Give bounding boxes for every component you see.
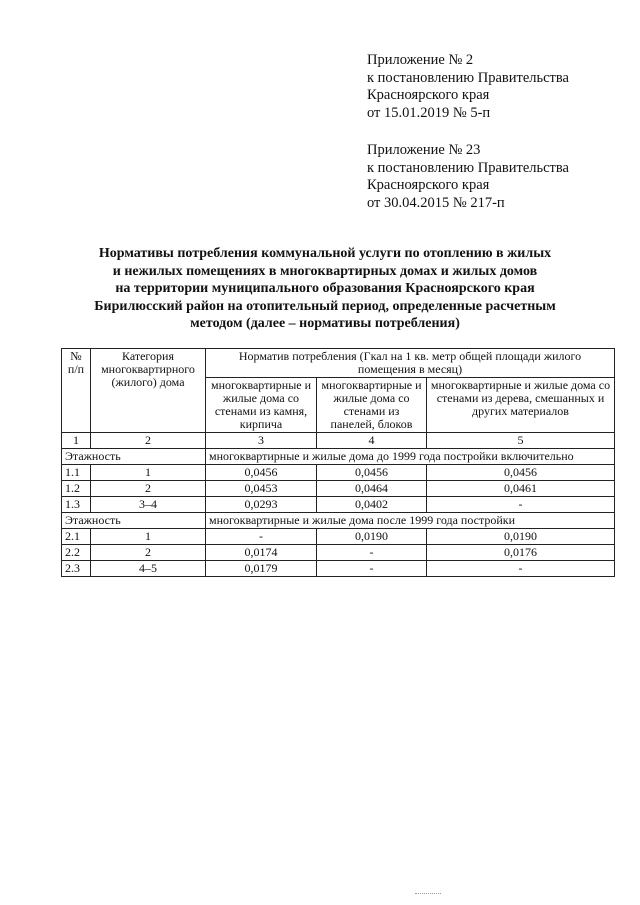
table-row	[62, 561, 615, 577]
row-stone: 0,0179	[206, 561, 317, 577]
header-category: Категория многоквартирного (жилого) дома	[91, 349, 206, 433]
section-description: многоквартирные и жилые дома после 1999 года постройки	[206, 513, 615, 529]
section-description: многоквартирные и жилые дома до 1999 года постройки включительно	[206, 449, 615, 465]
row-stone: 0,0456	[206, 465, 317, 481]
header-num: № п/п	[62, 349, 91, 433]
appendix-date: от 30.04.2015 № 217-п	[367, 194, 505, 211]
table-header-row	[62, 349, 615, 378]
column-number-row	[62, 433, 615, 449]
row-wood: -	[427, 561, 615, 577]
appendix-ref: к постановлению Правительства	[367, 69, 569, 86]
row-floors: 4–5	[91, 561, 206, 577]
row-panel: 0,0402	[317, 497, 427, 513]
col-number: 1	[62, 433, 91, 449]
row-floors: 2	[91, 545, 206, 561]
row-wood: 0,0176	[427, 545, 615, 561]
title-line: методом (далее – нормативы потребления)	[190, 316, 460, 331]
row-panel: -	[317, 545, 427, 561]
table-row	[62, 497, 615, 513]
col-number: 5	[427, 433, 615, 449]
header-stone: многоквартирные и жилые дома со стенами из камня, кирпича	[206, 378, 317, 433]
document-title	[40, 245, 610, 333]
row-num: 2.1	[62, 529, 91, 545]
title-line: Нормативы потребления коммунальной услуги по отоплению в жилых	[98, 246, 552, 261]
section-row	[62, 513, 615, 529]
header-panel: многоквартирные и жилые дома со стенами из панелей, блоков	[317, 378, 427, 433]
section-label: Этажность	[62, 513, 206, 529]
row-floors: 3–4	[91, 497, 206, 513]
section-label: Этажность	[62, 449, 206, 465]
row-wood: 0,0190	[427, 529, 615, 545]
norms-table	[61, 348, 615, 577]
appendix-date: от 15.01.2019 № 5-п	[367, 104, 491, 121]
row-floors: 1	[91, 465, 206, 481]
header-wood: многоквартирные и жилые дома со стенами из дерева, смешанных и других материалов	[427, 378, 615, 433]
row-num: 1.3	[62, 497, 91, 513]
table-row	[62, 465, 615, 481]
section-row	[62, 449, 615, 465]
row-panel: 0,0190	[317, 529, 427, 545]
row-num: 1.2	[62, 481, 91, 497]
row-wood: 0,0461	[427, 481, 615, 497]
row-panel: 0,0456	[317, 465, 427, 481]
appendix-region: Красноярского края	[367, 177, 490, 193]
row-wood: 0,0456	[427, 465, 615, 481]
row-floors: 2	[91, 481, 206, 497]
row-num: 2.2	[62, 545, 91, 561]
appendix-ref: к постановлению Правительства	[367, 159, 569, 176]
row-num: 2.3	[62, 561, 91, 577]
appendix-number: Приложение № 23	[367, 142, 481, 158]
appendix-block-1	[367, 52, 569, 122]
row-panel: -	[317, 561, 427, 577]
row-floors: 1	[91, 529, 206, 545]
row-num: 1.1	[62, 465, 91, 481]
appendix-number: Приложение № 2	[367, 52, 474, 68]
title-line: Бирилюсский район на отопительный период, определенные расчетным	[94, 298, 556, 314]
title-line: и нежилых помещениях в многоквартирных домах и жилых домов	[112, 263, 538, 279]
col-number: 2	[91, 433, 206, 449]
row-panel: 0,0464	[317, 481, 427, 497]
title-line: на территории муниципального образования Красноярского края	[115, 281, 535, 296]
table-row	[62, 529, 615, 545]
col-number: 3	[206, 433, 317, 449]
header-norm: Норматив потребления (Гкал на 1 кв. метр общей площади жилого помещения в месяц)	[206, 349, 615, 378]
appendix-region: Красноярского края	[367, 87, 490, 103]
table-row	[62, 545, 615, 561]
row-stone: -	[206, 529, 317, 545]
table-row	[62, 481, 615, 497]
row-wood: -	[427, 497, 615, 513]
row-stone: 0,0293	[206, 497, 317, 513]
footer-dotted-mark	[415, 893, 441, 894]
row-stone: 0,0174	[206, 545, 317, 561]
row-stone: 0,0453	[206, 481, 317, 497]
col-number: 4	[317, 433, 427, 449]
appendix-block-2	[367, 142, 569, 212]
